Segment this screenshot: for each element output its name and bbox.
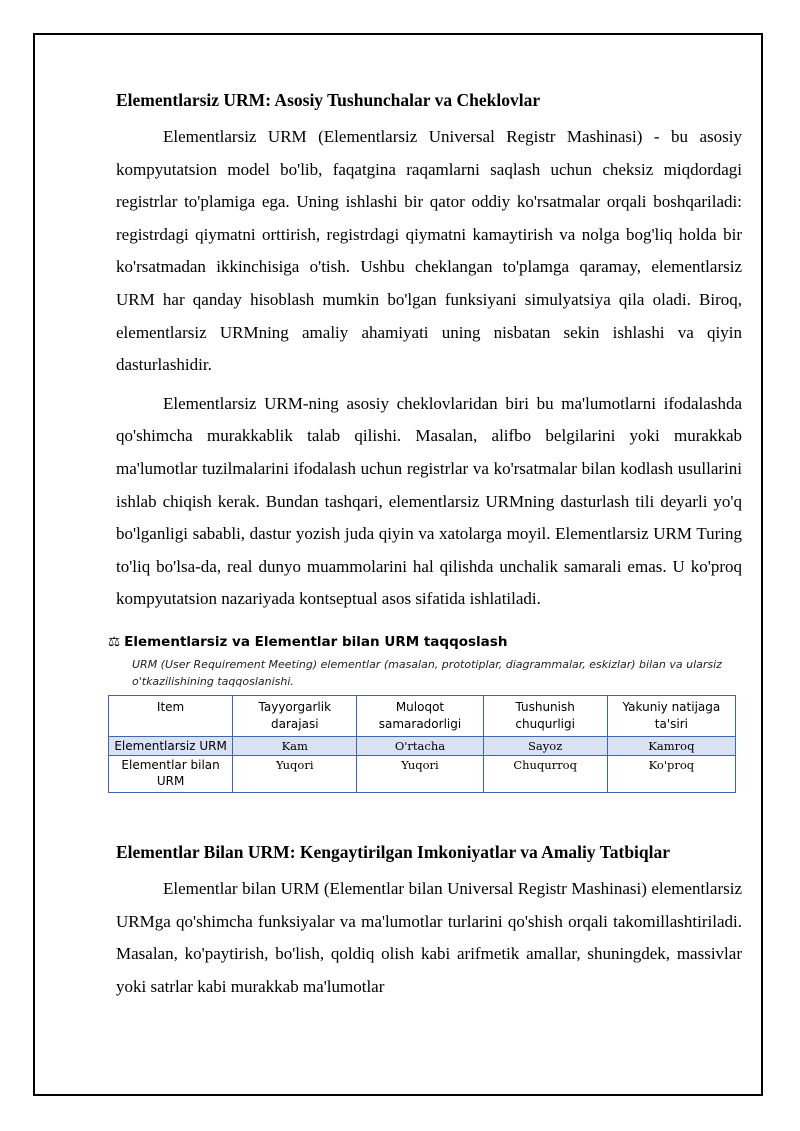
column-header: Yakuniy natijaga ta'siri: [607, 695, 735, 736]
table-cell: Elementlar bilan URM: [109, 755, 233, 792]
table-cell: Kamroq: [607, 736, 735, 755]
table-cell: O'rtacha: [357, 736, 483, 755]
table-caption: [108, 632, 742, 652]
table-header-row: [109, 695, 736, 736]
table-cell: Kam: [233, 736, 357, 755]
balance-scale-icon: ⚖: [108, 633, 121, 650]
column-header: Item: [109, 695, 233, 736]
column-header: Muloqot samaradorligi: [357, 695, 483, 736]
section-heading: Elementlar Bilan URM: Kengaytirilgan Imkoniyatlar va Amaliy Tatbiqlar: [116, 841, 671, 862]
column-header: Tayyorgarlik darajasi: [233, 695, 357, 736]
table-cell: Ko'proq: [607, 755, 735, 792]
table-row: [109, 755, 736, 792]
table-row: [109, 736, 736, 755]
table-cell: Sayoz: [483, 736, 607, 755]
paragraph: Elementlarsiz URM (Elementlarsiz Universal Registr Mashinasi) - bu asosiy kompyutatsion model bo'lib, faqatgina raqamlarni saqlash uchun cheksiz miqdordagi registrlar to'plamiga ega. Uning ishlashi bir qator oddiy ko'rsatmalar orqali boshqariladi: registrdagi qiymatni orttirish, registrdagi qiymatni kamaytirish va nolga bog'liq holda bir ko'rsatmadan ikkinchisiga o'tish. Ushbu cheklangan to'plamga qaramay, elementlarsiz URM har qanday hisoblash mumkin bo'lgan funksiyani simulyatsiya qila oladi. Biroq, elementlarsiz URMning amaliy ahamiyati uning nisbatan sekin ishlashi va qiyin dasturlashidir.: [116, 127, 742, 375]
table-title: Elementlarsiz va Elementlar bilan URM taqqoslash: [124, 633, 508, 650]
table-note: URM (User Requirement Meeting) elementlar (masalan, prototiplar, diagrammalar, eskizlar) bilan va ularsiz o'tkazilishining taqqoslanishi.: [132, 657, 722, 688]
document-body: [108, 84, 742, 1009]
section-heading: Elementlarsiz URM: Asosiy Tushunchalar va Cheklovlar: [116, 90, 541, 110]
table-cell: Yuqori: [233, 755, 357, 792]
table-cell: Elementlarsiz URM: [109, 736, 233, 755]
paragraph: Elementlar bilan URM (Elementlar bilan Universal Registr Mashinasi) elementlarsiz URMga qo'shimcha funksiyalar va ma'lumotlar turlarini qo'shish orqali takomillashtiriladi. Masalan, ko'paytirish, bo'lish, qoldiq olish kabi arifmetik amallar, shuningdek, massivlar yoki satrlar kabi murakkab ma'lumotlar: [116, 878, 742, 996]
paragraph: Elementlarsiz URM-ning asosiy cheklovlaridan biri bu ma'lumotlarni ifodalashda qo'shimcha murakkablik talab qilishi. Masalan, alifbo belgilarini yoki murakkab ma'lumotlar tuzilmalarini ifodalash uchun registrlar va ko'rsatmalar bilan kodlash usullarini ishlab chiqish kerak. Bundan tashqari, elementlarsiz URMning dasturlash tili deyarli yo'q bo'lganligi sababli, dastur yozish juda qiyin va xatolarga moyil. Elementlarsiz URM Turing to'liq bo'lsa-da, real dunyo muammolarini hal qilishda unchalik samarali emas. U ko'proq kompyutatsion nazariyada kontseptual asos sifatida ishlatiladi.: [116, 393, 742, 609]
comparison-table-block: [108, 632, 742, 793]
comparison-table: [108, 695, 736, 793]
column-header: Tushunish chuqurligi: [483, 695, 607, 736]
table-cell: Chuqurroq: [483, 755, 607, 792]
table-cell: Yuqori: [357, 755, 483, 792]
